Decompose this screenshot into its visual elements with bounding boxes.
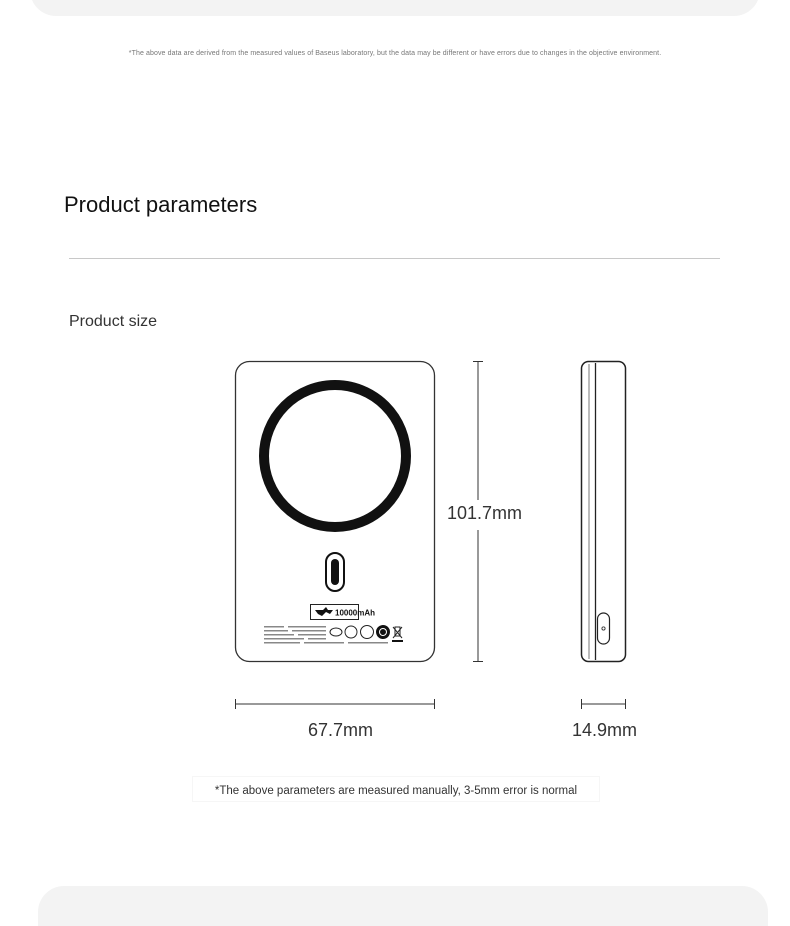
measurement-footnote: *The above parameters are measured manually, 3-5mm error is normal: [192, 776, 600, 802]
product-size-heading: Product size: [69, 313, 158, 330]
power-bank-front-view: [236, 362, 435, 662]
thickness-dimension-label: 14.9mm: [572, 720, 638, 740]
safety-mark-icon: [376, 625, 390, 639]
section-title: Product parameters: [64, 192, 258, 217]
measurement-disclaimer: *The above data are derived from the measured values of Baseus laboratory, but the data may be different or have errors due to changes in the objective environment.: [128, 50, 662, 57]
height-dimension-label: 101.7mm: [447, 503, 523, 523]
width-dimension-label: 67.7mm: [308, 720, 374, 740]
indicator-light: [331, 559, 339, 585]
thickness-dimension-line: [582, 699, 626, 709]
power-button: [598, 613, 610, 644]
capacity-label: 10000mAh: [335, 608, 376, 618]
bottom-card: [38, 886, 768, 926]
power-bank-side-view: [582, 362, 626, 662]
width-dimension-line: [236, 699, 435, 709]
